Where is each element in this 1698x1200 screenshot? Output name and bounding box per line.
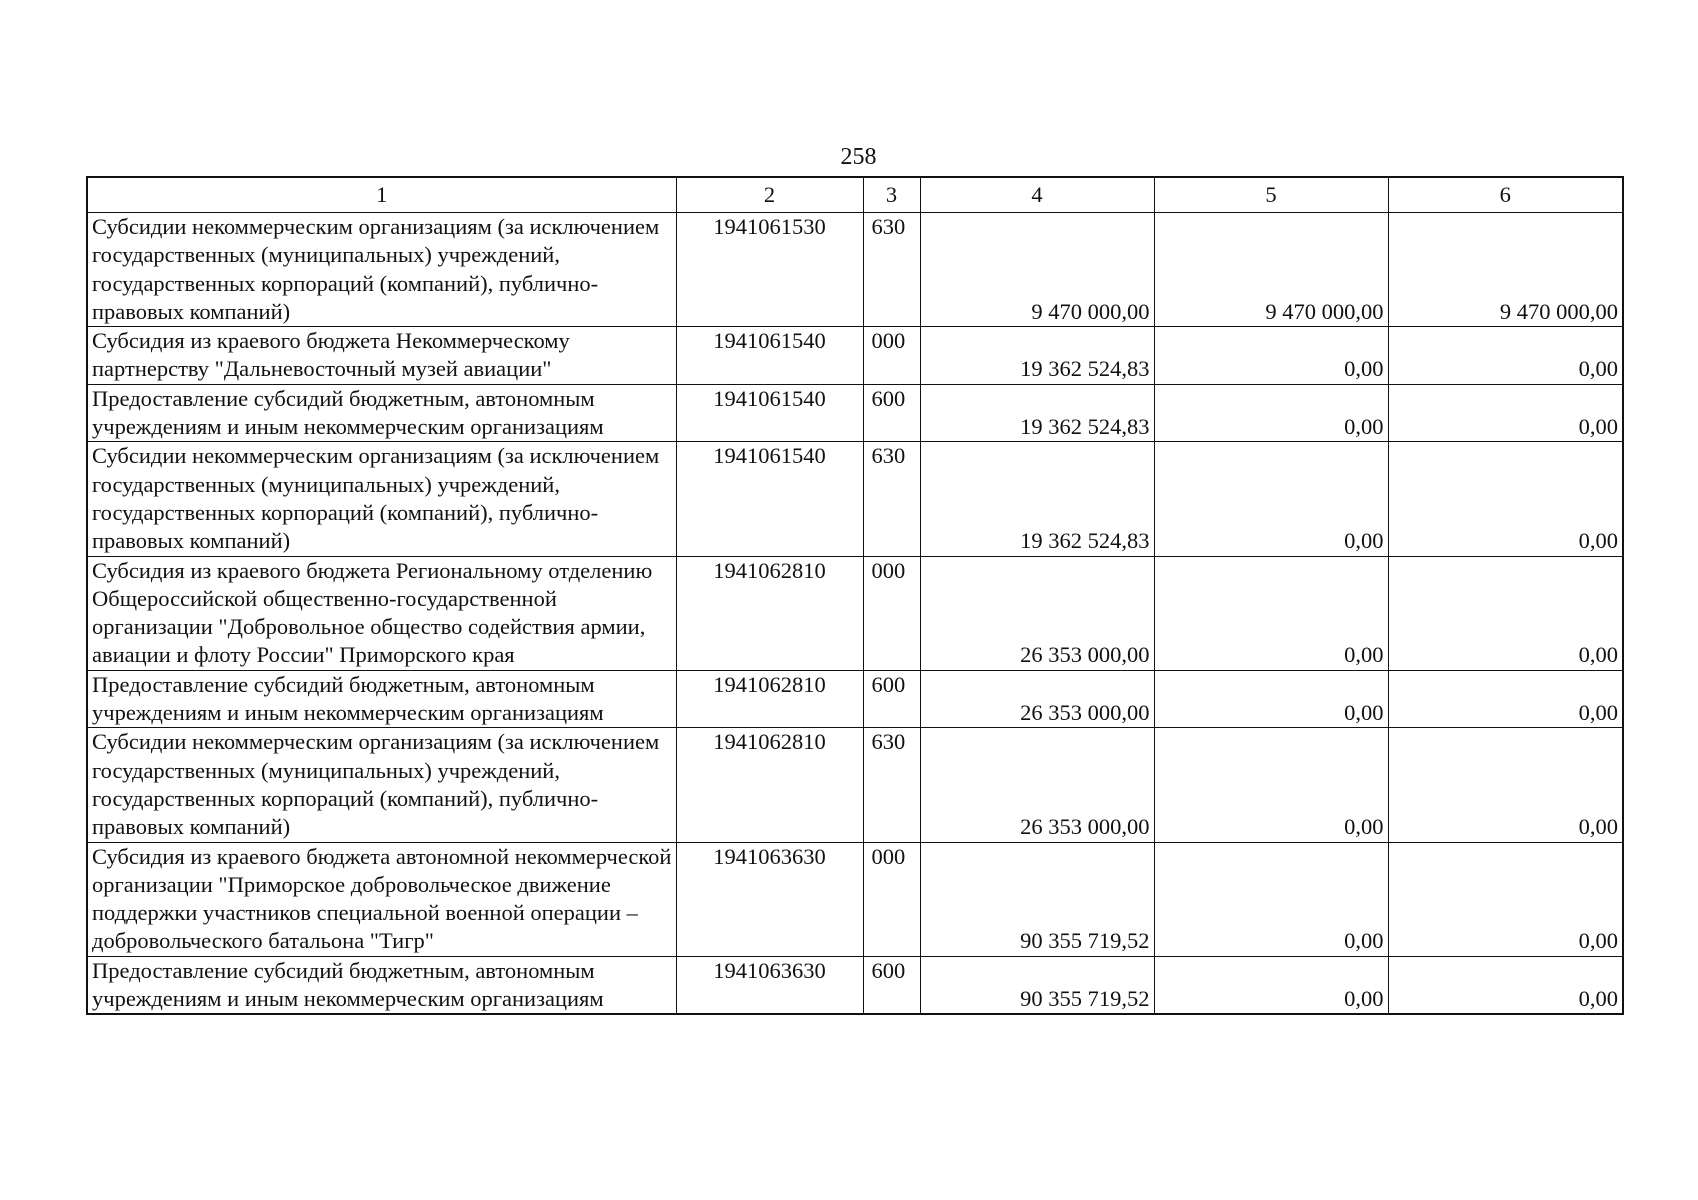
- row-amount-col5: 0,00: [1154, 728, 1388, 842]
- row-expense-kind: 630: [863, 728, 920, 842]
- row-amount-col5: 0,00: [1154, 327, 1388, 385]
- row-expense-kind: 000: [863, 556, 920, 670]
- row-name: Субсидия из краевого бюджета Региональному отделению Общероссийской общественно-государственной организации "Добровольное общество содействия армии, авиации и флоту России" Приморского края: [87, 556, 676, 670]
- row-amount-col4: 26 353 000,00: [920, 556, 1154, 670]
- row-amount-col6: 0,00: [1388, 956, 1623, 1014]
- row-target-code: 1941061530: [676, 213, 863, 327]
- table-row: [87, 442, 1623, 556]
- row-amount-col4: 90 355 719,52: [920, 842, 1154, 956]
- row-amount-col4: 9 470 000,00: [920, 213, 1154, 327]
- row-expense-kind: 600: [863, 384, 920, 442]
- row-amount-col5: 0,00: [1154, 670, 1388, 728]
- row-name: Субсидии некоммерческим организациям (за исключением государственных (муниципальных) учреждений, государственных корпораций (компаний), публично-правовых компаний): [87, 442, 676, 556]
- row-name: Предоставление субсидий бюджетным, автономным учреждениям и иным некоммерческим организациям: [87, 384, 676, 442]
- table-row: [87, 956, 1623, 1014]
- row-expense-kind: 630: [863, 213, 920, 327]
- row-amount-col5: 0,00: [1154, 956, 1388, 1014]
- row-amount-col5: 9 470 000,00: [1154, 213, 1388, 327]
- row-amount-col6: 0,00: [1388, 556, 1623, 670]
- column-header-5: 5: [1154, 177, 1388, 213]
- table-row: [87, 327, 1623, 385]
- table-row: [87, 556, 1623, 670]
- table-row: [87, 842, 1623, 956]
- row-amount-col4: 19 362 524,83: [920, 442, 1154, 556]
- row-amount-col6: 0,00: [1388, 327, 1623, 385]
- row-amount-col4: 90 355 719,52: [920, 956, 1154, 1014]
- row-name: Субсидии некоммерческим организациям (за исключением государственных (муниципальных) учреждений, государственных корпораций (компаний), публично-правовых компаний): [87, 728, 676, 842]
- row-amount-col6: 0,00: [1388, 842, 1623, 956]
- row-amount-col4: 26 353 000,00: [920, 670, 1154, 728]
- row-name: Предоставление субсидий бюджетным, автономным учреждениям и иным некоммерческим организациям: [87, 670, 676, 728]
- row-target-code: 1941062810: [676, 728, 863, 842]
- budget-table: [86, 176, 1624, 1015]
- row-name: Субсидии некоммерческим организациям (за исключением государственных (муниципальных) учреждений, государственных корпораций (компаний), публично-правовых компаний): [87, 213, 676, 327]
- row-target-code: 1941063630: [676, 842, 863, 956]
- row-name: Субсидия из краевого бюджета автономной некоммерческой организации "Приморское добровольческое движение поддержки участников специальной военной операции – добровольческого батальона "Тигр": [87, 842, 676, 956]
- row-amount-col5: 0,00: [1154, 842, 1388, 956]
- row-amount-col5: 0,00: [1154, 442, 1388, 556]
- row-amount-col6: 0,00: [1388, 670, 1623, 728]
- row-amount-col6: 0,00: [1388, 442, 1623, 556]
- table-row: [87, 670, 1623, 728]
- table-row: [87, 384, 1623, 442]
- row-target-code: 1941061540: [676, 384, 863, 442]
- row-expense-kind: 000: [863, 842, 920, 956]
- row-target-code: 1941062810: [676, 556, 863, 670]
- row-amount-col4: 26 353 000,00: [920, 728, 1154, 842]
- row-target-code: 1941061540: [676, 327, 863, 385]
- column-header-4: 4: [920, 177, 1154, 213]
- row-amount-col6: 9 470 000,00: [1388, 213, 1623, 327]
- table-row: [87, 728, 1623, 842]
- row-target-code: 1941061540: [676, 442, 863, 556]
- column-header-1: 1: [87, 177, 676, 213]
- table-row: [87, 213, 1623, 327]
- row-expense-kind: 630: [863, 442, 920, 556]
- page-number: 258: [840, 144, 877, 170]
- column-header-2: 2: [676, 177, 863, 213]
- row-name: Субсидия из краевого бюджета Некоммерческому партнерству "Дальневосточный музей авиации": [87, 327, 676, 385]
- column-header-6: 6: [1388, 177, 1623, 213]
- column-number-header-row: [87, 177, 1623, 213]
- row-expense-kind: 600: [863, 956, 920, 1014]
- column-header-3: 3: [863, 177, 920, 213]
- row-amount-col4: 19 362 524,83: [920, 384, 1154, 442]
- row-amount-col4: 19 362 524,83: [920, 327, 1154, 385]
- row-expense-kind: 600: [863, 670, 920, 728]
- row-amount-col5: 0,00: [1154, 384, 1388, 442]
- row-amount-col6: 0,00: [1388, 728, 1623, 842]
- row-amount-col6: 0,00: [1388, 384, 1623, 442]
- row-expense-kind: 000: [863, 327, 920, 385]
- row-name: Предоставление субсидий бюджетным, автономным учреждениям и иным некоммерческим организациям: [87, 956, 676, 1014]
- row-target-code: 1941063630: [676, 956, 863, 1014]
- row-amount-col5: 0,00: [1154, 556, 1388, 670]
- row-target-code: 1941062810: [676, 670, 863, 728]
